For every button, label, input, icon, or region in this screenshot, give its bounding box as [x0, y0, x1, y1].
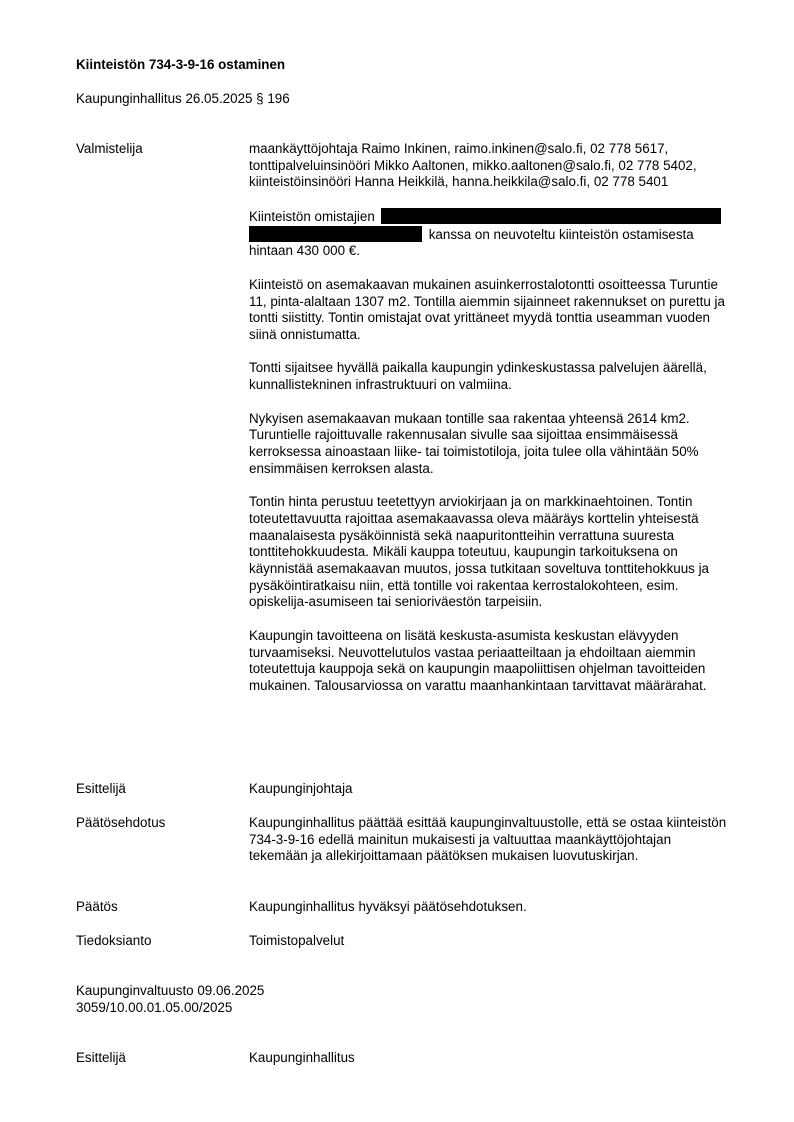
- redaction-box: [249, 226, 422, 242]
- valmistelija-label: Valmistelija: [76, 141, 143, 156]
- body-paragraph-5: Tontin hinta perustuu teetettyyn arviokirjaan ja on markkinaehtoinen. Tontin toteutettavuutta rajoittaa asemakaavassa oleva määräys korttelin yhteisestä maanalaisesta pysäköinnistä sekä naapuritontteihin verrattuna suuresta tonttitehokkuudesta. Mikäli kauppa toteutuu, kaupungin tarkoituksena on käynnistää asemakaavan muutos, jossa tutkitaan soveltuva tonttitehokkuus ja pysäköintiratkaisu niin, että tontille voi rakentaa kerrostalokohteen, esim. opiskelija-asumiseen tai senioriväestön tarpeisiin.: [249, 494, 710, 610]
- paatosehdotus-value: Kaupunginhallitus päättää esittää kaupunginvaltuustolle, että se ostaa kiinteistön 734-3-9-16 edellä mainitun mukaisesti ja valtuuttaa maankäyttöjohtajan tekemään ja allekirjoittamaan päätöksen mukaisen luovutuskirjan.: [249, 815, 727, 864]
- body-paragraph-1-start: Kiinteistön omistajien: [249, 208, 375, 224]
- body-paragraph-6: Kaupungin tavoitteena on lisätä keskusta-asumista keskustan elävyyden turvaamiseksi. Neuvottelutulos vastaa periaatteiltaan ja ehdoiltaan aiemmin toteutettuja kauppoja sekä on kaupungin maapoliittisen ohjelman tavoitteiden mukainen. Talousarviossa on varattu maanhankintaan tarvittavat määrärahat.: [249, 627, 707, 694]
- redaction-box: [381, 208, 721, 224]
- body-paragraph-2: Kiinteistö on asemakaavan mukainen asuinkerrostalotontti osoitteessa Turuntie 11, pinta-alaltaan 1307 m2. Tontilla aiemmin sijainneet rakennukset on purettu ja tontti siistitty. Tontin omistajat ovat yrittäneet myydä tonttia useamman vuoden siinä onnistumatta.: [249, 276, 725, 342]
- esittelija2-label: Esittelijä: [76, 1050, 126, 1065]
- council-reference: 3059/10.00.01.05.00/2025: [76, 999, 233, 1015]
- body-paragraph-1-end: kanssa on neuvoteltu kiinteistön ostamisesta hintaan 430 000 €.: [249, 226, 694, 259]
- council-meeting-line: Kaupunginvaltuusto 09.06.2025: [76, 983, 265, 998]
- document-title: Kiinteistön 734-3-9-16 ostaminen: [76, 57, 286, 72]
- valmistelija-text: maankäyttöjohtaja Raimo Inkinen, raimo.inkinen@salo.fi, 02 778 5617, tonttipalveluinsinööri Mikko Aaltonen, mikko.aaltonen@salo.fi, 02 778 5402, kiinteistöinsinööri Hanna Heikkilä, hanna.heikkila@salo.fi, 02 778 5401: [249, 141, 697, 190]
- body-paragraph-3: Tontti sijaitsee hyvällä paikalla kaupungin ydinkeskustassa palvelujen äärellä, kunnallistekninen infrastruktuuri on valmiina.: [249, 360, 707, 393]
- esittelija-value: Kaupunginjohtaja: [249, 781, 353, 796]
- body-paragraph-1: [249, 208, 731, 260]
- tiedoksianto-value: Toimistopalvelut: [249, 933, 345, 948]
- paatosehdotus-label: Päätösehdotus: [76, 815, 166, 830]
- body-text: [249, 141, 731, 695]
- council-block: [76, 983, 264, 1016]
- paatos-value: Kaupunginhallitus hyväksyi päätösehdotuksen.: [249, 899, 527, 914]
- esittelija2-value: Kaupunginhallitus: [249, 1050, 355, 1065]
- body-paragraph-4: Nykyisen asemakaavan mukaan tontille saa rakentaa yhteensä 2614 km2. Turuntielle rajoittuvalle rakennusalan sivulle saa sijoittaa ensimmäisessä kerroksessa ainoastaan liike- tai toimistotiloja, joita tulee olla vähintään 50% ensimmäisen kerroksen alasta.: [249, 410, 699, 476]
- paatos-label: Päätös: [76, 899, 118, 914]
- tiedoksianto-label: Tiedoksianto: [76, 933, 152, 948]
- meeting-line: Kaupunginhallitus 26.05.2025 § 196: [76, 91, 290, 106]
- esittelija-label: Esittelijä: [76, 781, 126, 796]
